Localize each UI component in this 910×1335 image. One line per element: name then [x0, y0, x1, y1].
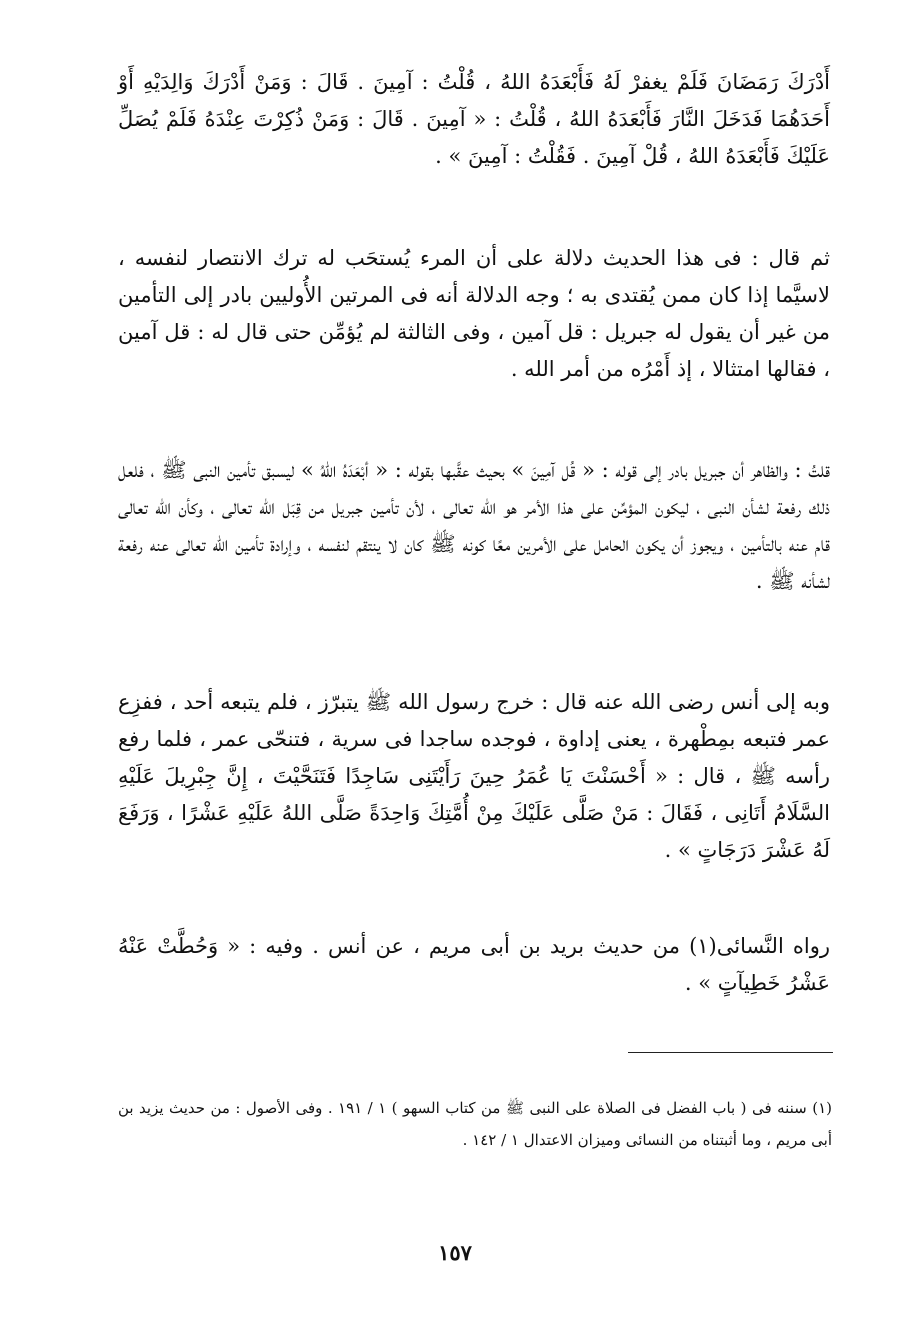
paragraph-author-note: قلتُ : والظاهر أن جبريل بادر إلى قوله : « قُل آمِينَ » بحيث عقَّبها بقوله : « أبْعَدَهُ اللهُ » ليسبق تأمين النبى ﷺ ، فلعل ذلك رفعة لشأن النبى ، ليكون المؤمِّن على هذا الأمر هو الله تعالى ، لأن تأمين جبريل من قِبَل الله تعالى ، وكأن الله تعالى قام عنه بالتأمين ، ويجوز أن يكون الحامل على الأمرين معًا كونه ﷺ كان لا ينتقم لنفسه ، وإرادة تأمين الله تعالى عنه رفعة لشأنه ﷺ .: [118, 458, 830, 593]
page-number: ١٥٧: [438, 1240, 472, 1265]
paragraph-commentary: ثم قال : فى هذا الحديث دلالة على أن المرء يُستحَب له ترك الانتصار لنفسه ، لاسيَّما إذا كان ممن يُقتدى به ؛ وجه الدلالة أنه فى المرتين الأُوليين بادر إلى التأمين من غير أن يقول له جبريل : قل آمين ، وفى الثالثة لم يُؤمِّن حتى قال له : قل آمين ، فقالها امتثالا ، إذ أَمْرُه من أمر الله .: [118, 246, 830, 381]
footnote-divider: [628, 1052, 833, 1053]
paragraph-nasai-reference: رواه النَّسائى(١) من حديث بريد بن أبى مريم ، عن أنس . وفيه : « وَحُطَّتْ عَنْهُ عَشْرُ خَطِيآتٍ » .: [118, 934, 830, 995]
paragraph-hadith-ending: أَدْرَكَ رَمَضَانَ فَلَمْ يغفرْ لَهُ فَأَبْعَدَهُ اللهُ ، قُلْتُ : آمِينَ . قَالَ : وَمَنْ أَدْرَكَ وَالِدَيْهِ أَوْ أَحَدَهُمَا فَدَخَلَ النَّارَ فَأَبْعَدَهُ اللهُ ، قُلْتُ : « آمِينَ . قَالَ : وَمَنْ ذُكِرْتَ عِنْدَهُ فَلَمْ يُصَلِّ عَلَيْكَ فَأَبْعَدَهُ اللهُ ، قُلْ آمِينَ . فَقُلْتُ : آمِينَ » .: [118, 70, 830, 168]
paragraph-anas-narration: وبه إلى أنس رضى الله عنه قال : خرج رسول الله ﷺ يتبرّز ، فلم يتبعه أحد ، ففزِع عمر فتبعه بمِطْهرة ، يعنى إداوة ، فوجده ساجدا فى سرية ، فتنحّى عمر ، فلما رفع رأسه ﷺ ، قال : « أَحْسَنْتَ يَا عُمَرُ حِينَ رَأَيْتَنِى سَاجِدًا فَتَنَحَّيْتَ ، إِنَّ جِبْرِيلَ عَلَيْهِ السَّلَامُ أَتَانِى ، فَقَالَ : مَنْ صَلَّى عَلَيْكَ مِنْ أُمَّتِكَ وَاحِدَةً صَلَّى اللهُ عَلَيْهِ عَشْرًا ، وَرَفَعَ لَهُ عَشْرَ دَرَجَاتٍ » .: [118, 690, 830, 862]
footnote: (١) سننه فى ( باب الفضل فى الصلاة على النبى ﷺ من كتاب السهو ) ١ / ١٩١ . وفى الأصول : من حديث يزيد بن أبى مريم ، وما أثبتناه من النسائى وميزان الاعتدال ١ / ١٤٢ .: [118, 1099, 832, 1149]
